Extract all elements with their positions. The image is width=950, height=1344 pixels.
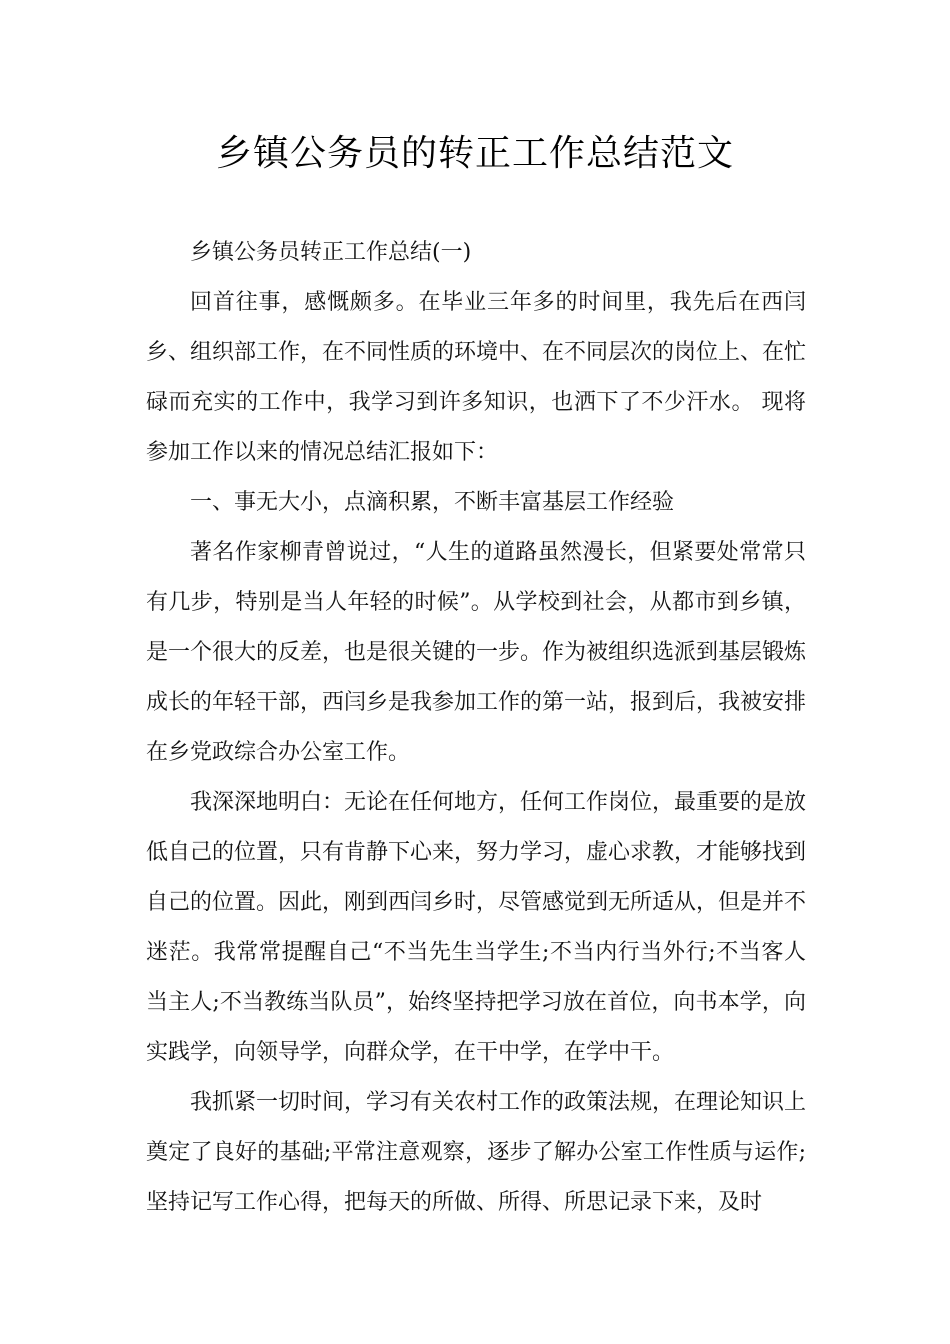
document-body [146, 228, 806, 1228]
paragraph: 我抓紧一切时间，学习有关农村工作的政策法规，在理论知识上奠定了良好的基础;平常注意观察，逐步了解办公室工作性质与运作;坚持记写工作心得，把每天的所做、所得、所思记录下来，及时 [146, 1090, 807, 1215]
document-title: 乡镇公务员的转正工作总结范文 [215, 133, 734, 174]
section-heading: 乡镇公务员转正工作总结(一) [190, 240, 472, 265]
paragraph: 著名作家柳青曾说过，“人生的道路虽然漫长，但紧要处常常只有几步，特别是当人年轻的时候”。从学校到社会，从都市到乡镇，是一个很大的反差，也是很关键的一步。作为被组织选派到基层锻炼成长的年轻干部，西闫乡是我参加工作的第一站，报到后，我被安排在乡党政综合办公室工作。 [146, 540, 807, 765]
paragraph: 回首往事，感慨颇多。在毕业三年多的时间里，我先后在西闫乡、组织部工作，在不同性质的环境中、在不同层次的岗位上、在忙碌而充实的工作中，我学习到许多知识，也洒下了不少汗水。 现将参加工作以来的情况总结汇报如下： [146, 290, 807, 465]
paragraph: 我深深地明白：无论在任何地方，任何工作岗位，最重要的是放低自己的位置，只有肯静下心来，努力学习，虚心求教，才能够找到自己的位置。因此，刚到西闫乡时，尽管感觉到无所适从，但是并不迷茫。我常常提醒自己“不当先生当学生;不当内行当外行;不当客人当主人;不当教练当队员”，始终坚持把学习放在首位，向书本学，向实践学，向领导学，向群众学，在干中学，在学中干。 [146, 790, 807, 1065]
section-subheading: 一、事无大小，点滴积累，不断丰富基层工作经验 [190, 490, 675, 515]
